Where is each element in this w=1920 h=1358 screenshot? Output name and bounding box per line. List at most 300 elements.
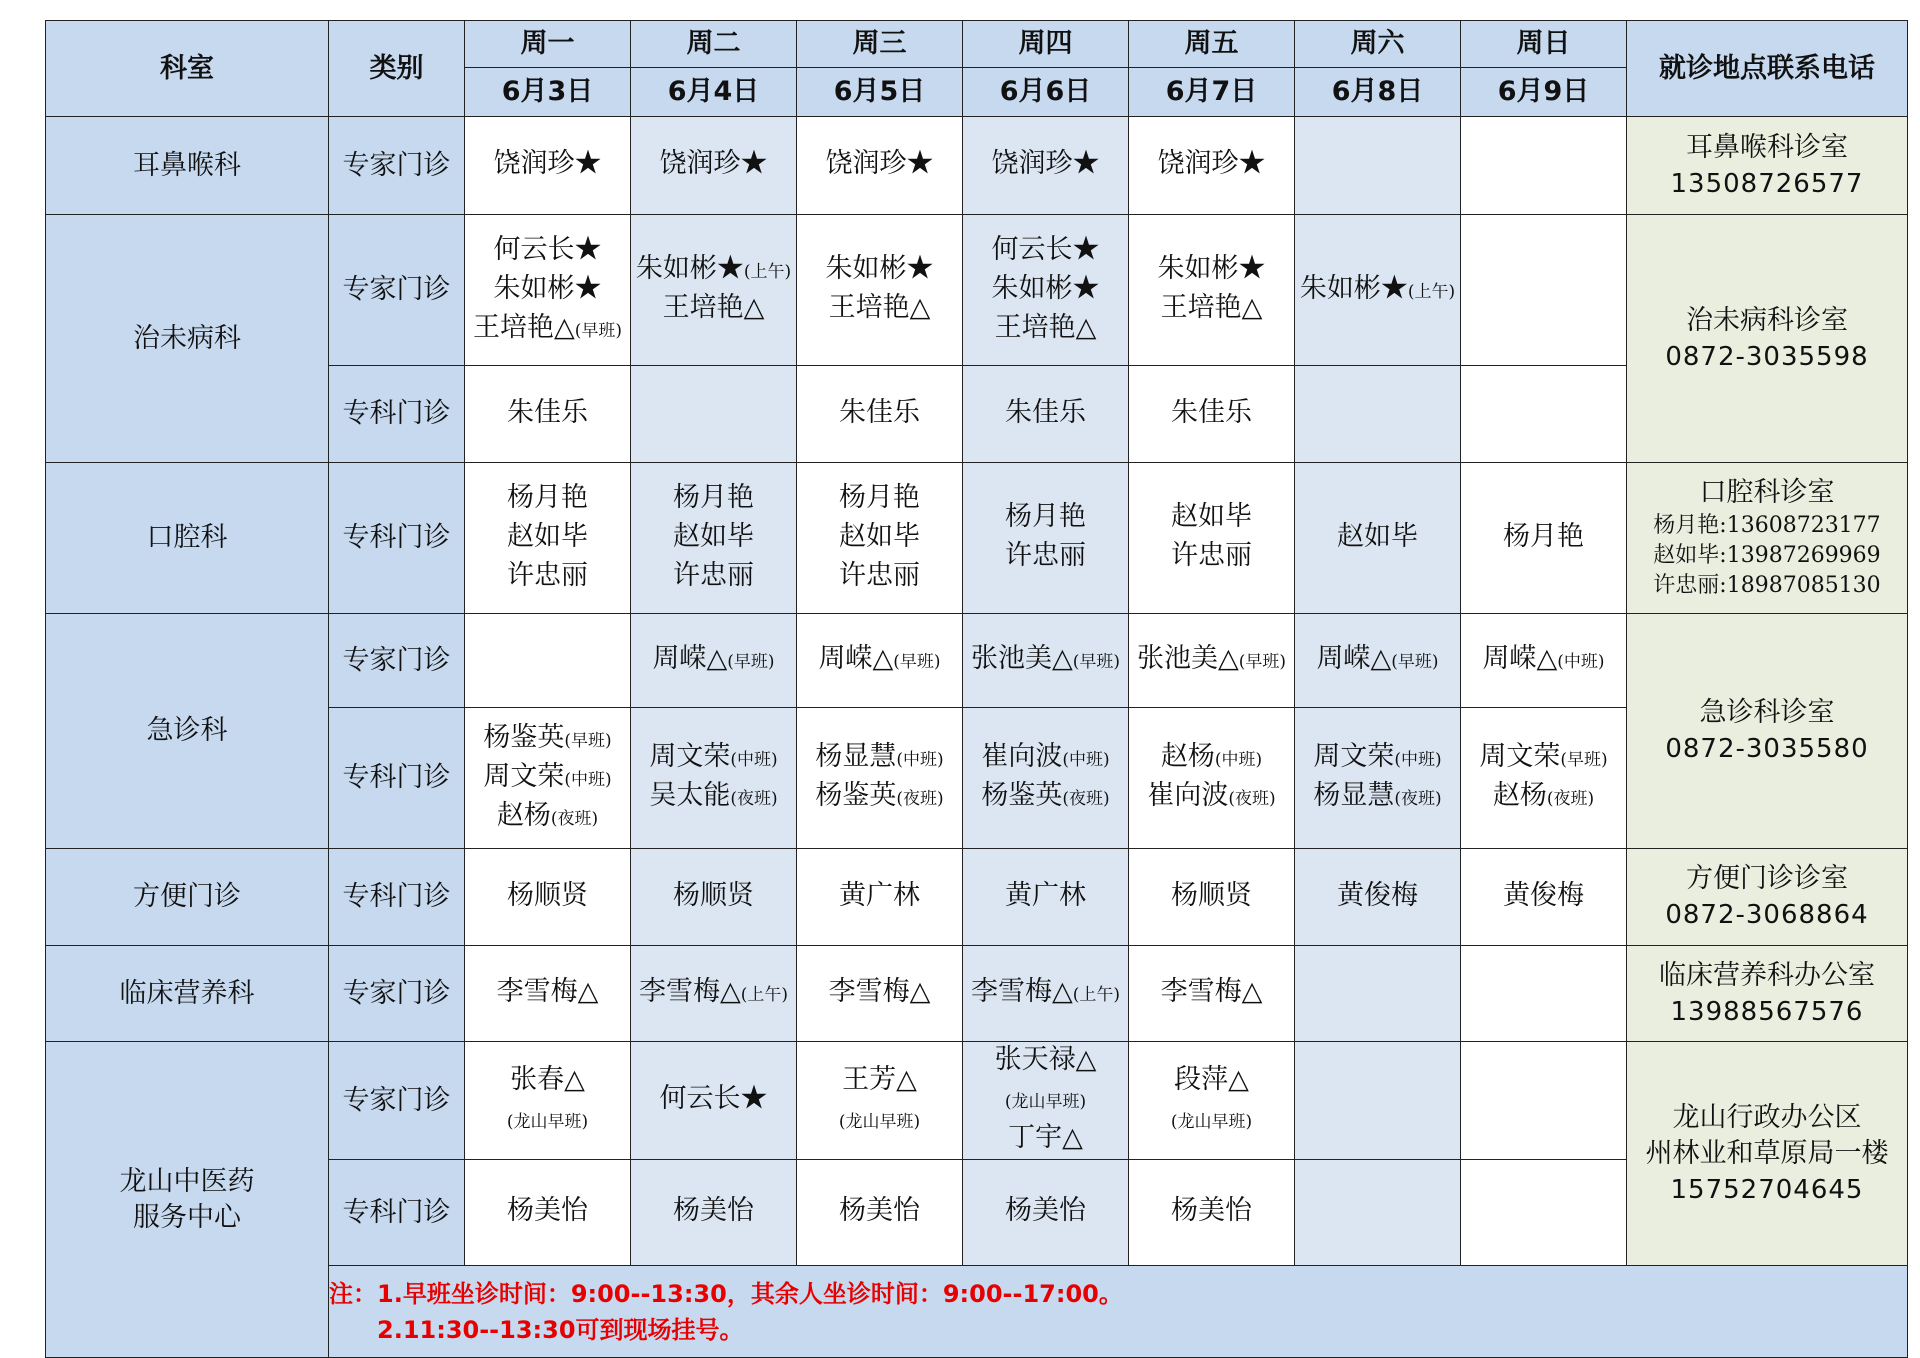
category-label: 专家门诊: [342, 977, 451, 1009]
category-label: 专科门诊: [342, 1196, 451, 1228]
duty-cell: [1129, 614, 1295, 708]
shift-note: (上午): [1407, 281, 1456, 302]
doctor-entry: [1295, 519, 1460, 558]
doctor-name: 朱如彬★: [1299, 272, 1408, 304]
date-label: 6月4日: [667, 76, 760, 107]
doctor-phone: 许忠丽:18987085130: [1653, 573, 1881, 598]
duty-cell: [797, 117, 963, 215]
location-name: 临床营养科办公室: [1659, 959, 1875, 991]
duty-cell: [465, 614, 631, 708]
duty-cell: [1461, 1042, 1627, 1160]
shift-note: (龙山早班): [1004, 1092, 1087, 1112]
doctor-entry: [963, 271, 1128, 310]
doctor-entry: [963, 1081, 1128, 1120]
doctor-name: 饶润珍★: [991, 148, 1100, 179]
doctor-name: 杨显慧: [1313, 780, 1395, 811]
header-dept-label: 科室: [160, 52, 214, 84]
duty-cell: [1461, 946, 1627, 1042]
duty-cell: [797, 463, 963, 614]
duty-cell: [1129, 463, 1295, 614]
doctor-entry: [465, 395, 630, 434]
doctor-name: 杨鉴英: [815, 780, 897, 811]
doctor-name: 朱如彬★: [1157, 253, 1266, 284]
doctor-name: 饶润珍★: [825, 148, 934, 179]
duty-cell: [1461, 366, 1627, 463]
header-day: [1129, 21, 1295, 68]
schedule-table: [45, 20, 1908, 1358]
doctor-name: 赵杨: [1160, 741, 1215, 772]
category-cell: [329, 614, 465, 708]
location-cell: [1627, 946, 1908, 1042]
doctor-entry: [797, 1193, 962, 1232]
doctor-name: 王培艳△: [472, 311, 575, 343]
doctor-entry: [1461, 739, 1626, 778]
duty-cell: [631, 708, 797, 849]
day-label: 周四: [1018, 28, 1073, 59]
doctor-name: 崔向波: [981, 741, 1063, 772]
doctor-name: 周嵘△: [1482, 643, 1558, 674]
category-label: 专科门诊: [342, 762, 451, 793]
doctor-entry: [465, 310, 630, 349]
category-cell: [329, 215, 465, 366]
duty-cell: [1461, 614, 1627, 708]
doctor-name: 朱佳乐: [507, 396, 588, 428]
doctor-name: 杨月艳: [673, 481, 754, 513]
doctor-entry: [465, 271, 630, 310]
day-label: 周六: [1350, 28, 1405, 59]
doctor-name: 李雪梅△: [638, 976, 741, 1007]
doctor-entry: [963, 232, 1128, 271]
shift-note: (夜班): [896, 789, 944, 809]
shift-note: (早班): [893, 652, 941, 672]
doctor-name: 王培艳△: [828, 292, 931, 323]
doctor-name: 朱如彬★: [493, 272, 602, 304]
doctor-name: 周文荣: [1479, 741, 1561, 772]
doctor-entry: [1129, 290, 1294, 329]
duty-cell: [963, 946, 1129, 1042]
header-location-label: 就诊地点联系电话: [1659, 52, 1875, 84]
doctor-name: 张池美△: [970, 643, 1073, 674]
shift-note: (早班): [1072, 652, 1121, 672]
duty-cell: [465, 1042, 631, 1160]
doctor-entry: [1129, 641, 1294, 680]
duty-cell: [631, 946, 797, 1042]
doctor-name: 张池美△: [1136, 643, 1239, 674]
duty-cell: [465, 463, 631, 614]
contact-phone: 0872-3035580: [1665, 734, 1869, 764]
shift-note: (上午): [740, 985, 789, 1005]
doctor-entry: [1129, 395, 1294, 434]
shift-note: (早班): [574, 320, 623, 341]
doctor-entry: [1461, 878, 1626, 917]
doctor-name: 何云长★: [991, 233, 1100, 265]
schedule-row: [46, 946, 1908, 1042]
duty-cell: [1295, 946, 1461, 1042]
duty-cell: [465, 366, 631, 463]
duty-cell: [963, 215, 1129, 366]
shift-note: (中班): [1557, 652, 1605, 672]
duty-cell: [1461, 849, 1627, 946]
duty-cell: [1129, 1160, 1295, 1266]
day-label: 周日: [1516, 28, 1571, 59]
doctor-entry: [963, 739, 1128, 778]
doctor-name: 饶润珍★: [493, 148, 602, 179]
doctor-name: 赵如毕: [1171, 501, 1252, 532]
doctor-entry: [1129, 251, 1294, 290]
date-label: 6月6日: [999, 76, 1092, 107]
department-cell: [46, 1042, 329, 1358]
duty-cell: [1461, 708, 1627, 849]
doctor-name: 王培艳△: [662, 292, 765, 323]
location-cell: [1627, 1042, 1908, 1266]
header-day: [631, 21, 797, 68]
doctor-name: 丁宇△: [1008, 1122, 1083, 1153]
doctor-name: 段萍△: [1174, 1063, 1249, 1095]
doctor-entry: [963, 878, 1128, 917]
doctor-entry: [465, 232, 630, 271]
schedule-row: [46, 463, 1908, 614]
shift-note: (龙山早班): [506, 1111, 589, 1132]
doctor-entry: [631, 878, 796, 917]
duty-cell: [631, 1042, 797, 1160]
duty-cell: [1295, 614, 1461, 708]
doctor-name: 黄俊梅: [1503, 879, 1584, 911]
doctor-entry: [797, 146, 962, 185]
doctor-name: 杨美怡: [673, 1195, 754, 1226]
doctor-entry: [963, 499, 1128, 538]
duty-cell: [465, 215, 631, 366]
shift-note: (早班): [1391, 652, 1439, 672]
doctor-entry: [797, 480, 962, 519]
shift-note: (早班): [727, 652, 775, 672]
category-cell: [329, 463, 465, 614]
day-label: 周二: [686, 28, 741, 59]
shift-note: (中班): [564, 769, 612, 790]
doctor-entry: [1295, 878, 1460, 917]
doctor-name: 杨月艳: [507, 481, 588, 513]
doctor-entry: [465, 519, 630, 558]
doctor-name: 崔向波: [1147, 780, 1229, 811]
day-label: 周一: [520, 28, 575, 59]
category-label: 专科门诊: [342, 398, 451, 429]
doctor-name: 杨月艳: [1005, 501, 1086, 532]
doctor-name: 黄广林: [839, 879, 920, 911]
shift-note: (中班): [1214, 750, 1263, 770]
duty-cell: [1461, 1160, 1627, 1266]
duty-cell: [465, 1160, 631, 1266]
category-label: 专科门诊: [342, 522, 451, 553]
header-date: [631, 68, 797, 117]
doctor-entry: [631, 1081, 796, 1120]
doctor-name: 朱如彬★: [825, 253, 934, 284]
doctor-name: 赵如毕: [673, 520, 754, 552]
doctor-entry: [1129, 778, 1294, 817]
duty-cell: [797, 849, 963, 946]
duty-cell: [465, 946, 631, 1042]
doctor-entry: [1129, 499, 1294, 538]
header-dept: [46, 21, 329, 117]
header-date: [797, 68, 963, 117]
shift-note: (夜班): [1394, 789, 1442, 809]
doctor-name: 王培艳△: [994, 311, 1097, 343]
category-label: 专家门诊: [342, 1084, 451, 1116]
header-category-label: 类别: [369, 52, 424, 84]
doctor-entry: [797, 395, 962, 434]
doctor-entry: [963, 310, 1128, 349]
doctor-entry: [631, 519, 796, 558]
doctor-entry: [963, 1042, 1128, 1081]
doctor-name: 许忠丽: [839, 559, 920, 591]
shift-note: (早班): [1238, 652, 1287, 672]
doctor-entry: [465, 480, 630, 519]
duty-cell: [797, 215, 963, 366]
doctor-name: 许忠丽: [1171, 540, 1252, 571]
doctor-name: 杨美怡: [1005, 1195, 1086, 1226]
duty-cell: [1129, 1042, 1295, 1160]
doctor-entry: [465, 974, 630, 1013]
doctor-name: 何云长★: [493, 233, 602, 265]
schedule-row: [46, 215, 1908, 366]
duty-cell: [1295, 366, 1461, 463]
doctor-name: 周文荣: [483, 760, 565, 792]
header-date: [1295, 68, 1461, 117]
doctor-entry: [1461, 778, 1626, 817]
category-cell: [329, 366, 465, 463]
duty-cell: [963, 366, 1129, 463]
location-name: 治未病科诊室: [1686, 304, 1848, 336]
header-day: [1295, 21, 1461, 68]
doctor-name: 李雪梅△: [828, 976, 931, 1007]
doctor-name: 许忠丽: [673, 559, 754, 591]
duty-cell: [797, 946, 963, 1042]
location-name: 州林业和草原局一楼: [1645, 1137, 1889, 1169]
doctor-name: 朱佳乐: [1005, 396, 1086, 428]
doctor-entry: [797, 1062, 962, 1101]
date-label: 6月9日: [1497, 76, 1590, 107]
doctor-entry: [1129, 1193, 1294, 1232]
shift-note: (夜班): [550, 808, 599, 829]
doctor-entry: [963, 395, 1128, 434]
doctor-name: 杨月艳: [1503, 520, 1584, 552]
date-label: 6月5日: [833, 76, 926, 107]
duty-cell: [631, 1160, 797, 1266]
duty-cell: [797, 614, 963, 708]
doctor-phone: 杨月艳:13608723177: [1653, 513, 1881, 538]
doctor-entry: [963, 641, 1128, 680]
shift-note: (中班): [896, 750, 944, 770]
doctor-name: 杨美怡: [507, 1195, 588, 1226]
doctor-entry: [465, 878, 630, 917]
department-name: 临床营养科: [119, 977, 255, 1009]
department-name: 耳鼻喉科: [133, 149, 241, 181]
doctor-name: 杨鉴英: [483, 721, 565, 753]
department-cell: [46, 849, 329, 946]
department-name: 急诊科: [146, 715, 228, 746]
header-location: [1627, 21, 1908, 117]
doctor-name: 赵如毕: [1337, 520, 1418, 552]
doctor-entry: [1129, 146, 1294, 185]
doctor-entry: [1461, 519, 1626, 558]
category-cell: [329, 946, 465, 1042]
department-name: 龙山中医药: [119, 1165, 255, 1197]
duty-cell: [797, 366, 963, 463]
doctor-entry: [631, 290, 796, 329]
doctor-entry: [1129, 974, 1294, 1013]
duty-cell: [631, 215, 797, 366]
duty-cell: [1129, 215, 1295, 366]
doctor-name: 周嵘△: [818, 643, 894, 674]
duty-cell: [1295, 215, 1461, 366]
contact-phone: 0872-3068864: [1665, 900, 1869, 930]
header-day: [1461, 21, 1627, 68]
shift-note: (夜班): [1228, 789, 1276, 809]
department-cell: [46, 463, 329, 614]
location-cell: [1627, 463, 1908, 614]
duty-cell: [1461, 463, 1627, 614]
doctor-name: 朱佳乐: [839, 396, 920, 428]
doctor-entry: [465, 1062, 630, 1101]
doctor-entry: [465, 759, 630, 798]
doctor-name: 吴太能: [649, 780, 731, 811]
doctor-entry: [465, 1193, 630, 1232]
location-name: 方便门诊诊室: [1686, 863, 1848, 894]
location-name: 龙山行政办公区: [1672, 1101, 1862, 1133]
doctor-entry: [797, 251, 962, 290]
doctor-name: 杨美怡: [1171, 1195, 1252, 1226]
doctor-name: 饶润珍★: [659, 148, 768, 179]
doctor-entry: [631, 974, 796, 1013]
doctor-name: 周嵘△: [1316, 643, 1392, 674]
header-category: [329, 21, 465, 117]
duty-cell: [465, 849, 631, 946]
doctor-entry: [797, 739, 962, 778]
doctor-entry: [797, 641, 962, 680]
doctor-phone: 赵如毕:13987269969: [1653, 543, 1881, 568]
duty-cell: [465, 117, 631, 215]
shift-note: (上午): [1072, 985, 1121, 1005]
duty-cell: [1295, 849, 1461, 946]
duty-cell: [963, 463, 1129, 614]
doctor-entry: [1295, 271, 1460, 310]
doctor-entry: [631, 739, 796, 778]
doctor-name: 杨顺贤: [1171, 879, 1252, 911]
department-cell: [46, 215, 329, 463]
doctor-name: 杨顺贤: [673, 879, 754, 911]
doctor-entry: [465, 720, 630, 759]
category-cell: [329, 1042, 465, 1160]
duty-cell: [1461, 117, 1627, 215]
shift-note: (龙山早班): [838, 1111, 921, 1132]
shift-note: (上午): [743, 262, 792, 282]
doctor-name: 杨月艳: [839, 481, 920, 513]
doctor-name: 赵杨: [496, 799, 551, 831]
location-name: 口腔科诊室: [1699, 477, 1835, 508]
department-name: 方便门诊: [133, 881, 241, 912]
doctor-name: 何云长★: [659, 1083, 768, 1114]
department-cell: [46, 117, 329, 215]
location-cell: [1627, 117, 1908, 215]
doctor-name: 朱佳乐: [1171, 396, 1252, 428]
duty-cell: [631, 366, 797, 463]
doctor-entry: [797, 558, 962, 597]
department-name: 治未病科: [133, 322, 241, 354]
doctor-entry: [1295, 778, 1460, 817]
duty-cell: [1295, 1160, 1461, 1266]
duty-cell: [631, 463, 797, 614]
category-label: 专家门诊: [342, 149, 451, 181]
duty-cell: [1295, 117, 1461, 215]
duty-cell: [963, 1160, 1129, 1266]
department-name: 服务中心: [133, 1201, 241, 1233]
doctor-name: 许忠丽: [507, 559, 588, 591]
shift-note: (早班): [564, 730, 612, 751]
doctor-entry: [963, 1120, 1128, 1159]
doctor-entry: [1129, 739, 1294, 778]
shift-note: (夜班): [730, 789, 778, 809]
doctor-entry: [1129, 1062, 1294, 1101]
duty-cell: [1129, 849, 1295, 946]
duty-cell: [963, 708, 1129, 849]
note-line: 注：1.早班坐诊时间：9:00--13:30，其余人坐诊时间：9:00--17:00。: [329, 1279, 1123, 1308]
duty-cell: [1461, 215, 1627, 366]
doctor-name: 黄广林: [1005, 879, 1086, 911]
duty-cell: [963, 614, 1129, 708]
duty-cell: [1129, 117, 1295, 215]
header-date: [465, 68, 631, 117]
doctor-entry: [465, 798, 630, 837]
doctor-entry: [631, 641, 796, 680]
department-cell: [46, 946, 329, 1042]
department-name: 口腔科: [146, 522, 228, 553]
contact-phone: 13988567576: [1670, 996, 1864, 1027]
doctor-name: 杨显慧: [815, 741, 897, 772]
note-line: 2.11:30--13:30可到现场挂号。: [377, 1315, 744, 1344]
doctor-entry: [631, 146, 796, 185]
shift-note: (中班): [730, 750, 778, 770]
shift-note: (龙山早班): [1170, 1111, 1253, 1132]
day-label: 周五: [1184, 28, 1239, 59]
schedule-row: [46, 1042, 1908, 1160]
category-label: 专科门诊: [342, 881, 451, 912]
shift-note: (中班): [1394, 750, 1442, 770]
shift-note: (中班): [1062, 750, 1110, 770]
notes-cell: [329, 1266, 1908, 1358]
duty-cell: [631, 117, 797, 215]
header-date: [963, 68, 1129, 117]
date-label: 6月3日: [501, 76, 594, 107]
duty-cell: [631, 849, 797, 946]
doctor-name: 周文荣: [1313, 741, 1395, 772]
contact-phone: 13508726577: [1670, 168, 1864, 199]
duty-cell: [465, 708, 631, 849]
doctor-name: 张春△: [510, 1063, 585, 1095]
schedule-row: [46, 614, 1908, 708]
doctor-entry: [1295, 641, 1460, 680]
category-cell: [329, 1160, 465, 1266]
department-cell: [46, 614, 329, 849]
duty-cell: [1129, 366, 1295, 463]
duty-cell: [963, 849, 1129, 946]
doctor-entry: [797, 778, 962, 817]
doctor-entry: [963, 974, 1128, 1013]
doctor-name: 朱如彬★: [635, 253, 744, 284]
date-label: 6月7日: [1165, 76, 1258, 107]
doctor-name: 许忠丽: [1005, 540, 1086, 571]
doctor-name: 饶润珍★: [1157, 148, 1266, 179]
duty-cell: [797, 1042, 963, 1160]
doctor-entry: [465, 558, 630, 597]
header-date: [1461, 68, 1627, 117]
